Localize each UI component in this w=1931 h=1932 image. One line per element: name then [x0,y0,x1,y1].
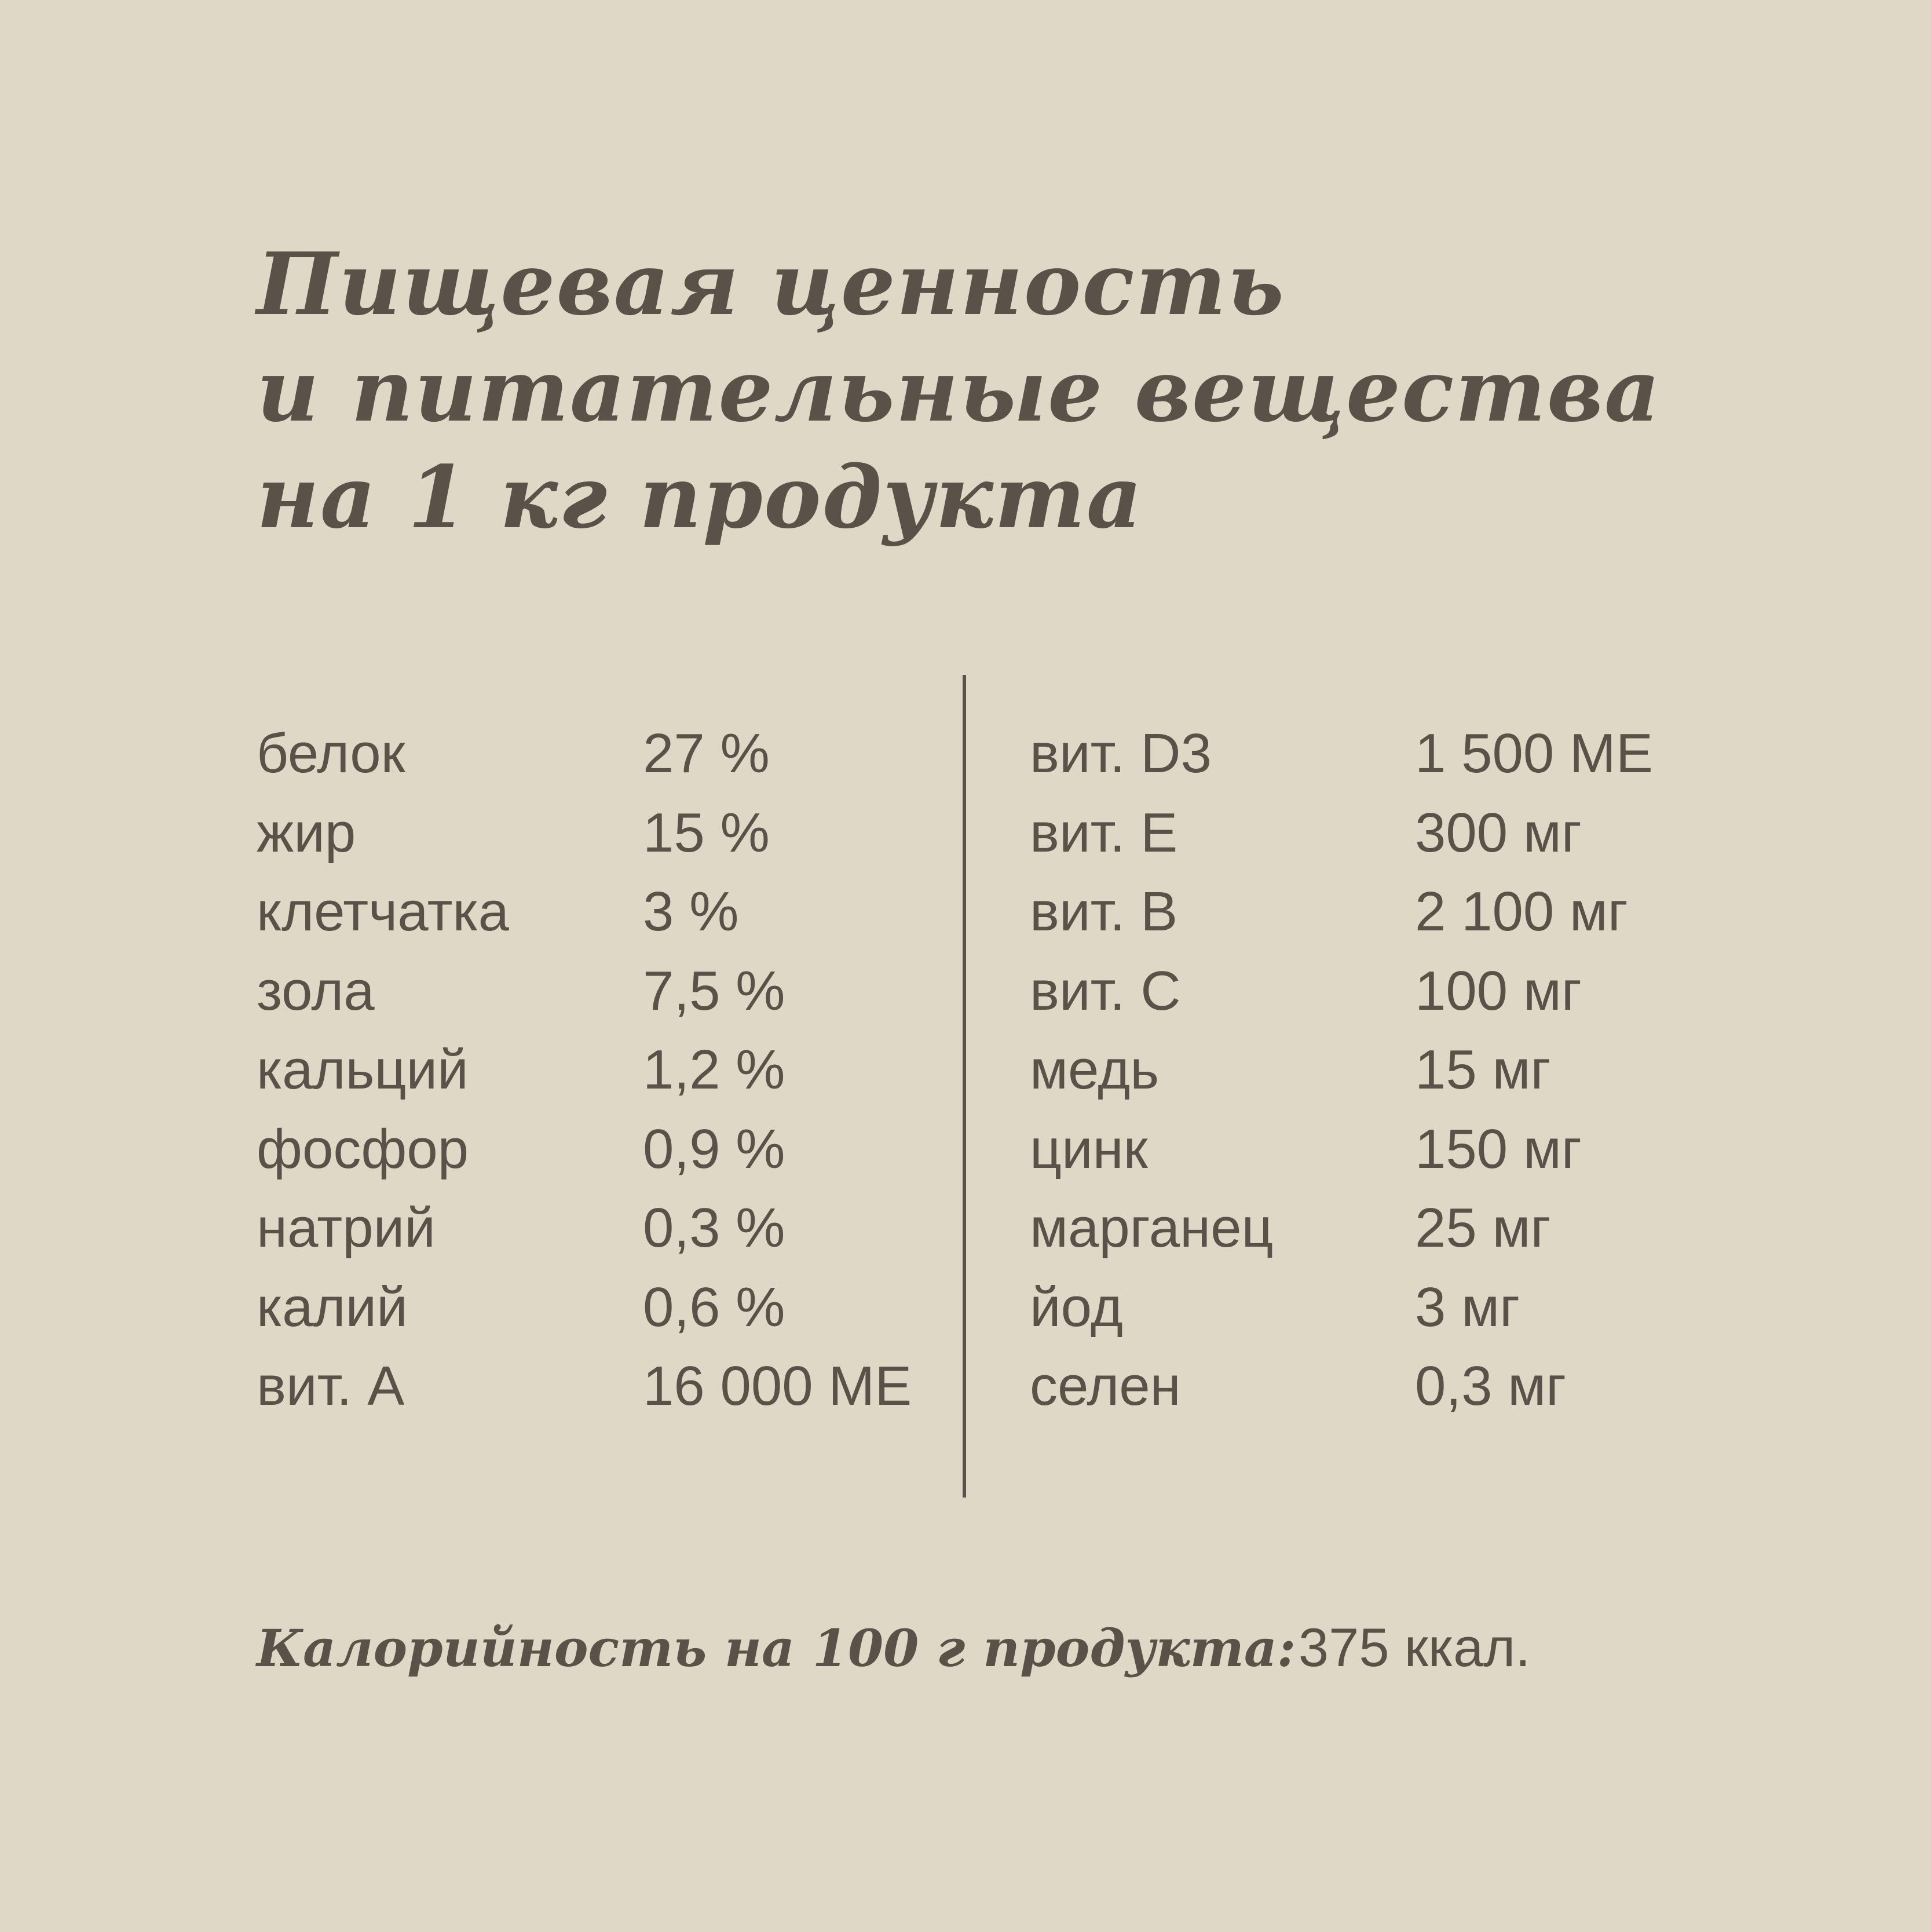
nutrient-value: 3 мг [1415,1276,1520,1338]
nutrient-row [0,1347,1931,1426]
nutrient-name: фосфор [257,1117,469,1180]
nutrient-name: вит. D3 [1030,722,1212,784]
title-line-2: и питательные вещества [257,340,1661,441]
nutrient-row [0,1268,1931,1347]
page-title [257,231,1661,550]
nutrient-name: зола [257,959,375,1022]
nutrient-value: 7,5 % [643,959,785,1022]
nutrient-name: марганец [1030,1197,1274,1259]
calorie-label: Калорийность на 100 г продукта: [257,1618,1296,1678]
nutrient-value: 25 мг [1415,1197,1551,1259]
nutrient-value: 1,2 % [643,1039,785,1101]
calorie-footer [257,1616,1530,1679]
nutrient-value: 3 % [643,881,739,943]
nutrient-value: 16 000 МЕ [643,1355,912,1417]
nutrient-name: белок [257,722,405,784]
nutrient-value: 0,3 мг [1415,1355,1567,1417]
nutrient-value: 27 % [643,722,770,784]
nutrient-row [0,1031,1931,1110]
nutrient-row [0,1189,1931,1268]
nutrient-value: 15 % [643,801,770,864]
nutrient-name: кальций [257,1039,469,1101]
nutrient-name: вит. В [1030,881,1178,943]
nutrient-value: 150 мг [1415,1117,1582,1180]
title-line-3: на 1 кг продукта [257,447,1143,547]
nutrient-name: вит. А [257,1355,405,1417]
nutrient-name: селен [1030,1355,1181,1417]
nutrient-name: вит. Е [1030,801,1178,864]
nutrient-row [0,872,1931,952]
nutrient-value: 0,6 % [643,1276,785,1338]
nutrient-value: 0,9 % [643,1117,785,1180]
nutrient-name: медь [1030,1039,1160,1101]
nutrients-right-column [0,714,1931,1426]
nutrient-row [0,952,1931,1031]
nutrient-name: йод [1030,1276,1123,1338]
nutrient-name: вит. С [1030,959,1181,1022]
nutrient-row [0,714,1931,794]
nutrient-row [0,1110,1931,1189]
nutrient-value: 0,3 % [643,1197,785,1259]
nutrient-value: 1 500 МЕ [1415,722,1653,784]
nutrient-value: 100 мг [1415,959,1582,1022]
nutrient-name: калий [257,1276,408,1338]
nutrient-value: 300 мг [1415,801,1582,864]
calorie-value: 375 ккал. [1298,1617,1531,1678]
nutrient-name: жир [257,801,356,864]
nutrient-value: 15 мг [1415,1039,1551,1101]
nutrient-name: клетчатка [257,881,510,943]
title-line-1: Пищевая ценность [257,233,1285,334]
nutrient-name: цинк [1030,1117,1148,1180]
nutrient-name: натрий [257,1197,436,1259]
nutrient-row [0,794,1931,873]
nutrient-value: 2 100 мг [1415,881,1628,943]
